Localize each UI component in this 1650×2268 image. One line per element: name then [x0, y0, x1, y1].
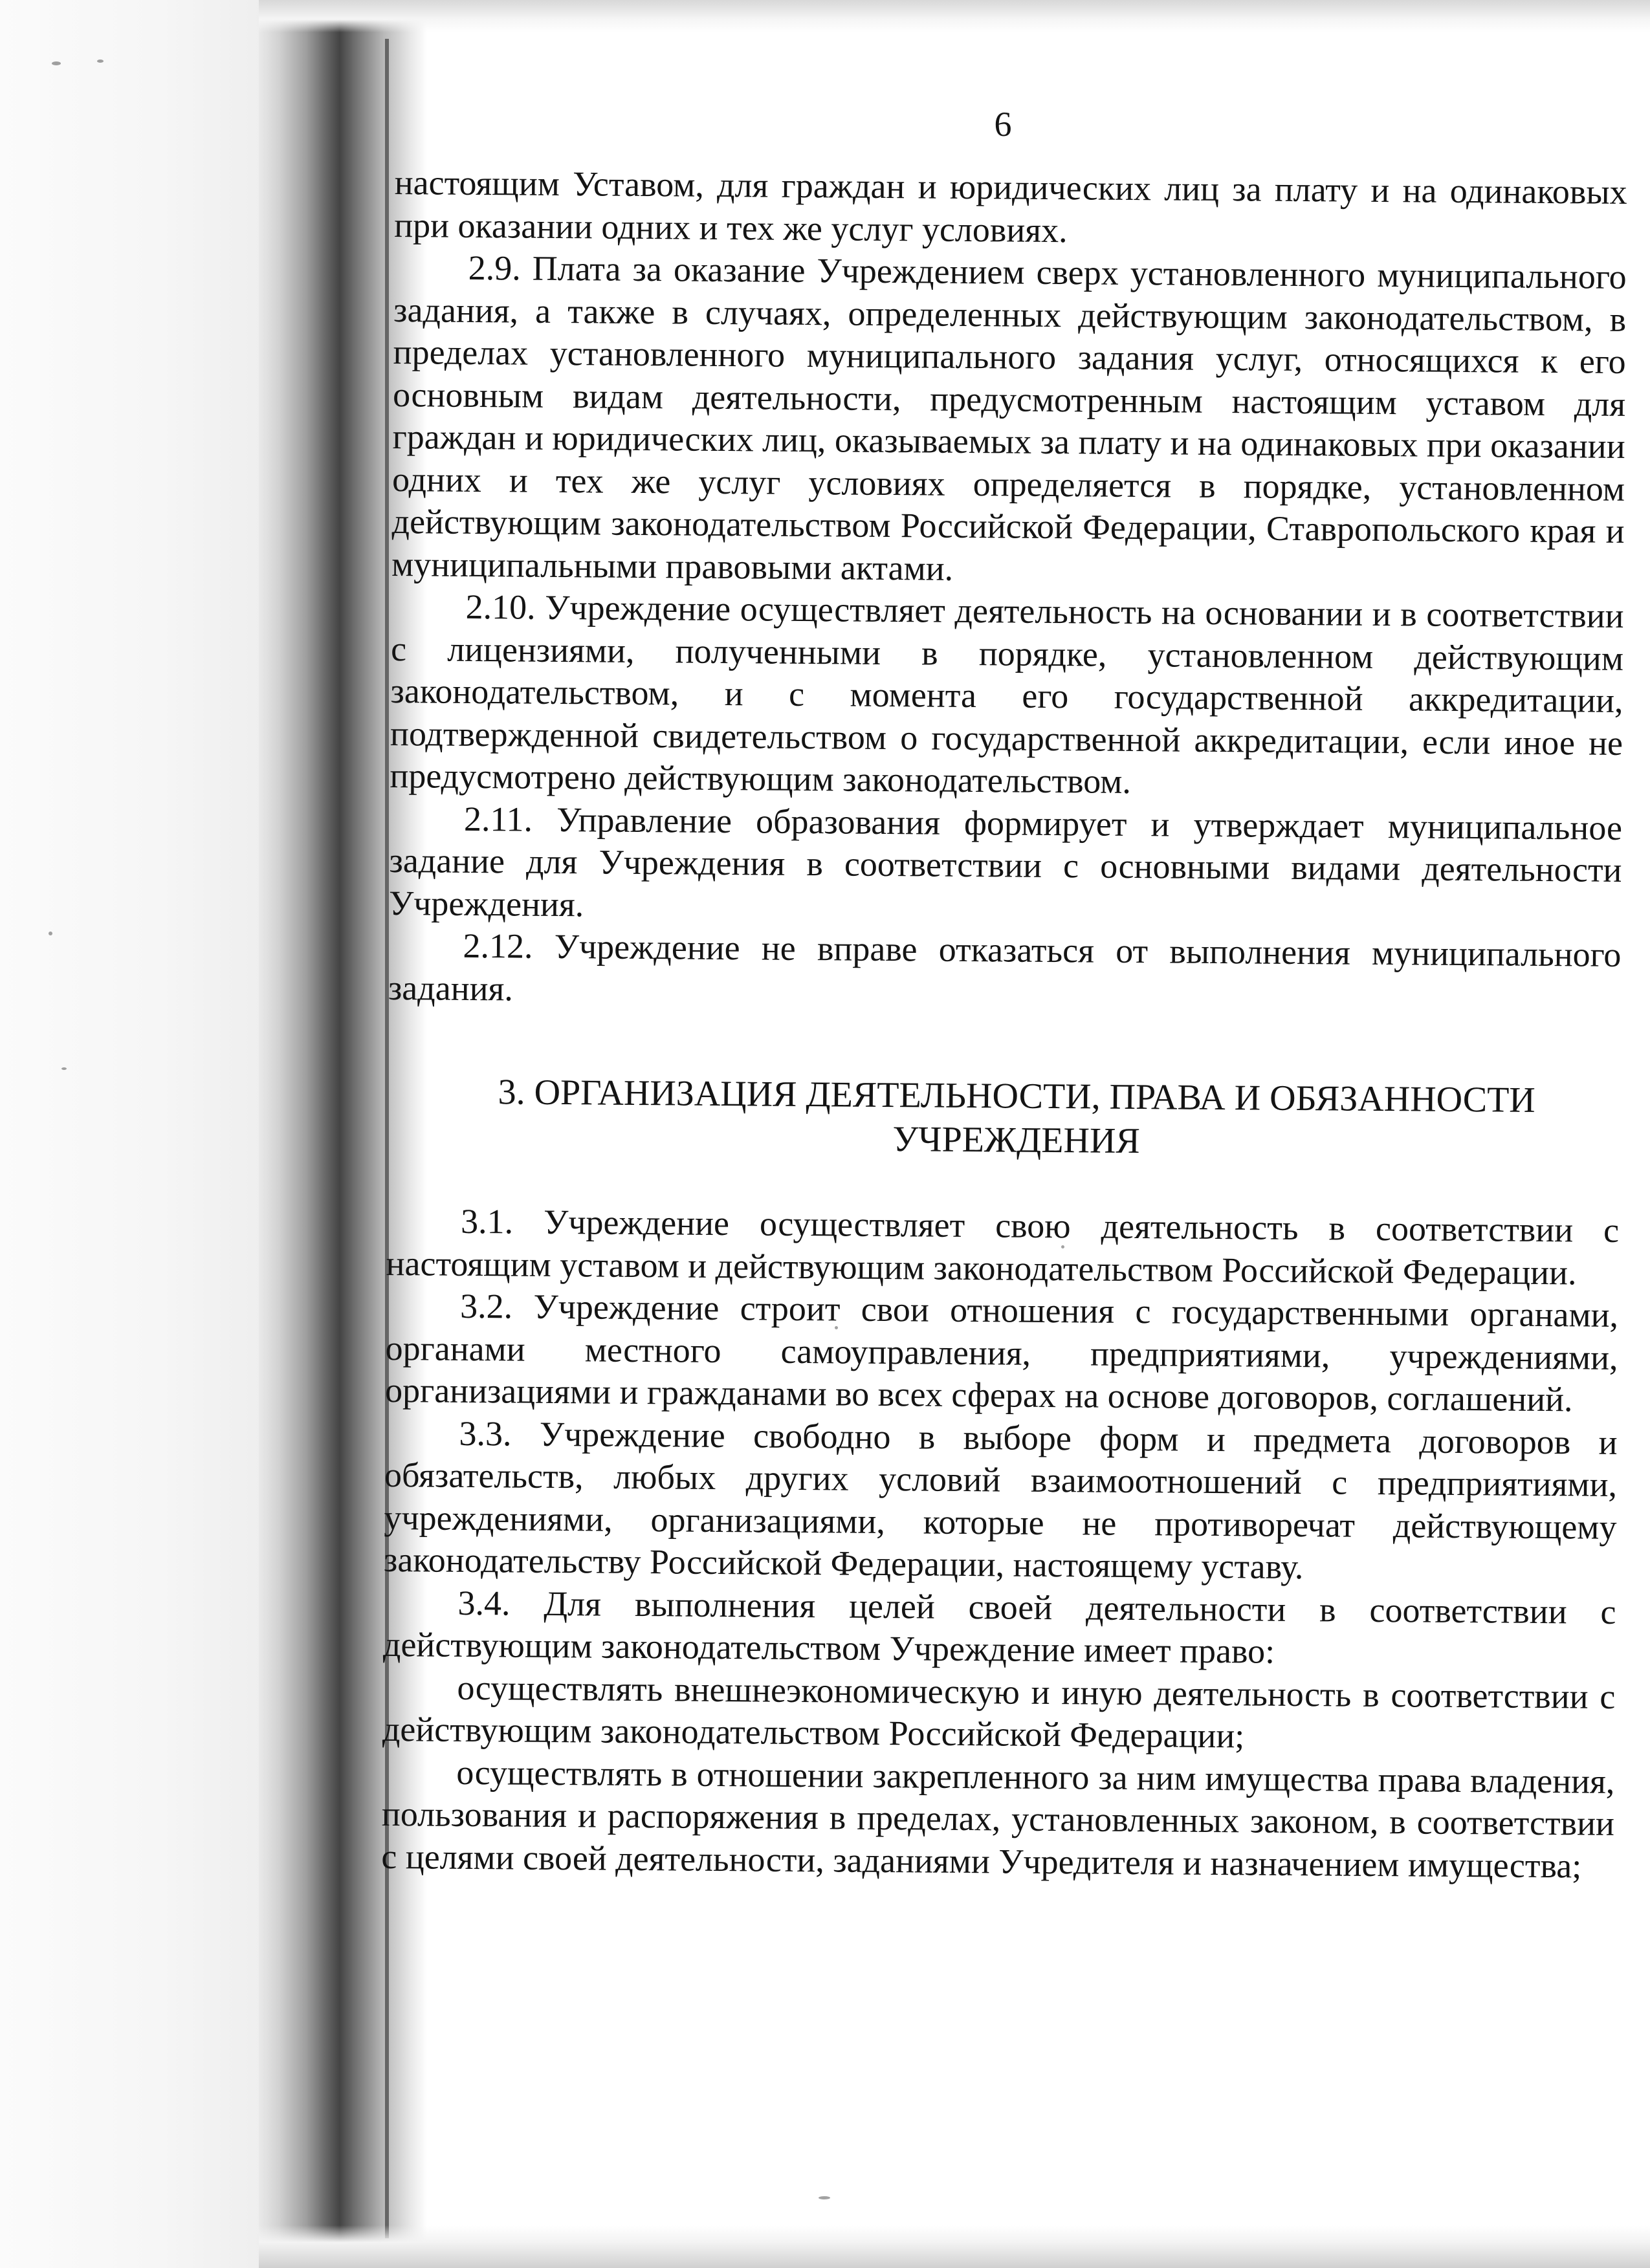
paragraph-3-4-item-2: осуществлять в отношении закрепленного за ним имущества права владения, пользования и распоряжения в пределах, установленных законом, в соответствии с целями своей деятельности, заданиями Учредителя и назначением имущества;: [381, 1752, 1615, 1885]
paragraph-3-2: 3.2. Учреждение строит свои отношения с государственными органами, органами местного самоуправления, предприятиями, учреждениями, организациями и гражданами во всех сферах на основе договоров, соглашений.: [384, 1286, 1619, 1419]
paragraph-3-4: 3.4. Для выполнения целей своей деятельности в соответствии с действующим законодательством Учреждение имеет право:: [382, 1583, 1616, 1671]
paragraph-2-8-continuation: настоящим Уставом, для граждан и юридических лиц за плату и на одинаковых при оказании одних и тех же услуг условиях.: [393, 162, 1627, 250]
section-heading-line-2: УЧРЕЖДЕНИЯ: [892, 1119, 1140, 1162]
page-number: 6: [994, 105, 1012, 144]
bottom-edge-shadow: [259, 2225, 1650, 2268]
outer-margin: [0, 0, 265, 2268]
paragraph-2-10: 2.10. Учреждение осуществляет деятельность на основании и в соответствии с лицензиями, полученными в порядке, установленном действующим законодательством, и с момента его государственной аккредитации, подтвержденной свидетельством о государственной аккредитации, если иное не предусмотрено действующим законодательством.: [390, 587, 1624, 801]
section-heading-line-1: 3. ОРГАНИЗАЦИЯ ДЕЯТЕЛЬНОСТИ, ПРАВА И ОБЯЗАННОСТИ: [498, 1072, 1536, 1120]
paragraph-2-12: 2.12. Учреждение не вправе отказаться от выполнения муниципального задания.: [388, 926, 1622, 1008]
top-edge-shadow: [259, 0, 1650, 32]
paragraph-3-3: 3.3. Учреждение свободно в выборе форм и предмета договоров и обязательств, любых других условий взаимоотношений с предприятиями, учреждениями, организациями, которые не противоречат действующему законодательству Российской Федерации, настоящему уставу.: [383, 1413, 1618, 1587]
paragraph-2-11: 2.11. Управление образования формирует и утверждает муниципальное задание для Учреждения в соответствии с основными видами деятельности Учреждения.: [388, 799, 1623, 924]
document-body: [381, 162, 1627, 1888]
paragraph-2-9: 2.9. Плата за оказание Учреждением сверх установленного муниципального задания, а также в случаях, определенных действующим законодательством, в пределах установленного муниципального задания услуг, относящихся к его основным видам деятельности, предусмотренным настоящим уставом для граждан и юридических лиц, оказываемых за плату и на одинаковых при оказании одних и тех же услуг условиях определяется в порядке, установленном действующим законодательством Российской Федерации, Ставропольского края и муниципальными правовыми актами.: [391, 248, 1627, 588]
section-heading: [387, 1069, 1620, 1167]
paragraph-3-4-item-1: осуществлять внешнеэкономическую и иную деятельность в соответствии с действующим законодательством Российской Федерации;: [382, 1668, 1616, 1756]
paragraph-3-1: 3.1. Учреждение осуществляет свою деятельность в соответствии с настоящим уставом и действующим законодательством Российской Федерации.: [386, 1201, 1620, 1292]
